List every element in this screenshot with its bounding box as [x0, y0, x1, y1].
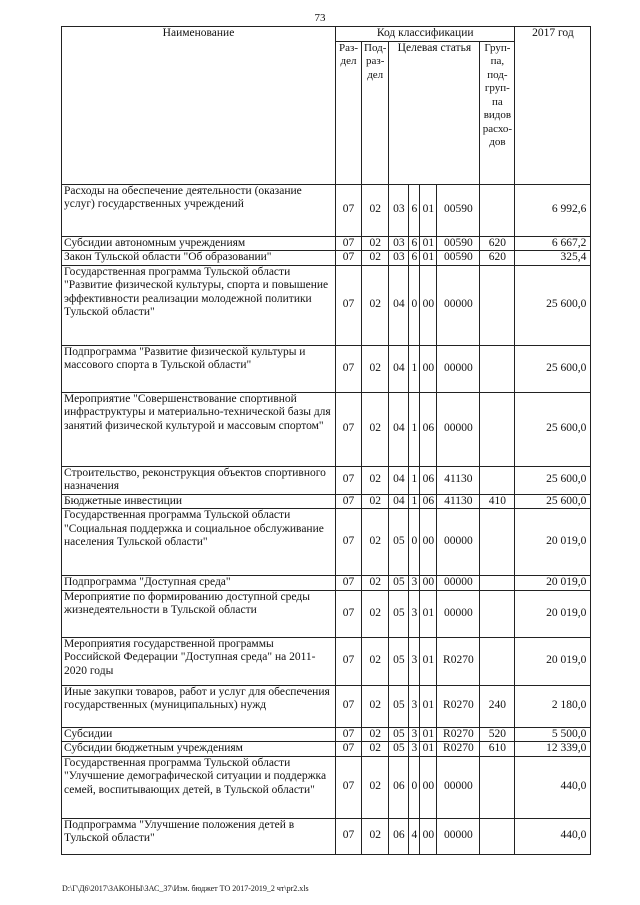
cell-name: Субсидии автономным учреждениям	[62, 236, 336, 251]
cell-c4: R0270	[437, 637, 480, 685]
header-name: Наименование	[62, 27, 336, 185]
table-row	[62, 494, 591, 509]
cell-vr	[480, 756, 515, 818]
cell-c1: 06	[389, 756, 409, 818]
cell-rz: 07	[336, 251, 362, 266]
cell-c3: 01	[420, 742, 437, 757]
cell-c3: 01	[420, 236, 437, 251]
cell-sum: 20 019,0	[515, 637, 591, 685]
cell-pr: 02	[362, 727, 389, 742]
cell-c3: 01	[420, 727, 437, 742]
cell-name: Иные закупки товаров, работ и услуг для обеспечения государственных (муниципальных) нужд	[62, 685, 336, 727]
header-group: Груп-па, под-груп-па видов расхо-дов	[480, 41, 515, 184]
cell-c2: 4	[409, 818, 420, 854]
cell-c2: 6	[409, 184, 420, 236]
cell-name: Государственная программа Тульской области "Социальная поддержка и социальное обслуживание населения Тульской области"	[62, 509, 336, 576]
cell-rz: 07	[336, 590, 362, 637]
cell-c1: 04	[389, 466, 409, 494]
table-row	[62, 184, 591, 236]
cell-rz: 07	[336, 184, 362, 236]
cell-c1: 04	[389, 265, 409, 345]
cell-c2: 1	[409, 494, 420, 509]
cell-c4: 00000	[437, 265, 480, 345]
cell-c2: 0	[409, 509, 420, 576]
cell-sum: 25 600,0	[515, 466, 591, 494]
cell-c4: 41130	[437, 494, 480, 509]
cell-c3: 01	[420, 685, 437, 727]
cell-name: Строительство, реконструкция объектов спортивного назначения	[62, 466, 336, 494]
table-row	[62, 818, 591, 854]
header-target: Целевая статья	[389, 41, 480, 184]
cell-rz: 07	[336, 742, 362, 757]
cell-vr: 410	[480, 494, 515, 509]
table-row	[62, 576, 591, 591]
cell-vr	[480, 637, 515, 685]
cell-c2: 3	[409, 727, 420, 742]
cell-pr: 02	[362, 742, 389, 757]
cell-c1: 05	[389, 576, 409, 591]
cell-vr: 610	[480, 742, 515, 757]
table-row	[62, 756, 591, 818]
cell-c2: 6	[409, 251, 420, 266]
cell-sum: 440,0	[515, 818, 591, 854]
table-row	[62, 392, 591, 466]
cell-c1: 06	[389, 818, 409, 854]
cell-pr: 02	[362, 685, 389, 727]
cell-c2: 6	[409, 236, 420, 251]
cell-sum: 5 500,0	[515, 727, 591, 742]
cell-pr: 02	[362, 345, 389, 392]
header-podrazdel: Под-раз-дел	[362, 41, 389, 184]
table-row	[62, 685, 591, 727]
cell-rz: 07	[336, 236, 362, 251]
cell-name: Бюджетные инвестиции	[62, 494, 336, 509]
table-row	[62, 345, 591, 392]
header-year: 2017 год	[515, 27, 591, 185]
cell-c1: 05	[389, 727, 409, 742]
cell-vr	[480, 509, 515, 576]
cell-c1: 05	[389, 509, 409, 576]
cell-rz: 07	[336, 756, 362, 818]
cell-vr: 240	[480, 685, 515, 727]
cell-c2: 3	[409, 637, 420, 685]
cell-rz: 07	[336, 265, 362, 345]
cell-rz: 07	[336, 345, 362, 392]
cell-name: Мероприятия государственной программы Российской Федерации "Доступная среда" на 2011-2020 годы	[62, 637, 336, 685]
cell-pr: 02	[362, 590, 389, 637]
cell-pr: 02	[362, 509, 389, 576]
cell-c4: 00590	[437, 236, 480, 251]
cell-sum: 25 600,0	[515, 345, 591, 392]
cell-c2: 3	[409, 742, 420, 757]
cell-pr: 02	[362, 466, 389, 494]
cell-c3: 00	[420, 265, 437, 345]
cell-vr	[480, 345, 515, 392]
cell-c1: 04	[389, 494, 409, 509]
cell-vr	[480, 184, 515, 236]
cell-c3: 00	[420, 576, 437, 591]
cell-pr: 02	[362, 756, 389, 818]
header-razdel: Раз-дел	[336, 41, 362, 184]
cell-c3: 00	[420, 756, 437, 818]
cell-vr	[480, 265, 515, 345]
cell-pr: 02	[362, 236, 389, 251]
cell-c4: 41130	[437, 466, 480, 494]
cell-pr: 02	[362, 637, 389, 685]
cell-c2: 3	[409, 576, 420, 591]
cell-rz: 07	[336, 727, 362, 742]
cell-vr	[480, 466, 515, 494]
table-row	[62, 251, 591, 266]
cell-c1: 04	[389, 392, 409, 466]
cell-sum: 25 600,0	[515, 392, 591, 466]
cell-c2: 0	[409, 265, 420, 345]
cell-vr: 620	[480, 251, 515, 266]
cell-rz: 07	[336, 466, 362, 494]
cell-c2: 0	[409, 756, 420, 818]
cell-c3: 06	[420, 466, 437, 494]
cell-sum: 20 019,0	[515, 590, 591, 637]
cell-name: Государственная программа Тульской области "Улучшение демографической ситуации и поддержка семей, воспитывающих детей, в Тульской области"	[62, 756, 336, 818]
cell-c1: 03	[389, 236, 409, 251]
cell-vr	[480, 590, 515, 637]
cell-vr: 520	[480, 727, 515, 742]
cell-name: Субсидии бюджетным учреждениям	[62, 742, 336, 757]
cell-sum: 6 992,6	[515, 184, 591, 236]
cell-rz: 07	[336, 494, 362, 509]
file-path-footer: D:\Г\Д6\2017\ЗАКОНЫ\ЗАС_37\Изм. бюджет ТО 2017-2019_2 чт\pr2.xls	[62, 884, 309, 893]
page-number: 73	[314, 12, 326, 24]
cell-c3: 01	[420, 251, 437, 266]
cell-sum: 25 600,0	[515, 265, 591, 345]
cell-vr: 620	[480, 236, 515, 251]
cell-c1: 03	[389, 251, 409, 266]
cell-c2: 1	[409, 345, 420, 392]
cell-pr: 02	[362, 251, 389, 266]
cell-name: Мероприятие по формированию доступной среды жизнедеятельности в Тульской области	[62, 590, 336, 637]
cell-c1: 03	[389, 184, 409, 236]
cell-c3: 00	[420, 509, 437, 576]
cell-c1: 05	[389, 742, 409, 757]
cell-sum: 6 667,2	[515, 236, 591, 251]
cell-c3: 00	[420, 818, 437, 854]
cell-c4: 00000	[437, 345, 480, 392]
cell-c3: 06	[420, 392, 437, 466]
cell-c3: 01	[420, 184, 437, 236]
cell-vr	[480, 576, 515, 591]
cell-name: Субсидии	[62, 727, 336, 742]
budget-table	[61, 26, 591, 855]
table-row	[62, 637, 591, 685]
cell-pr: 02	[362, 392, 389, 466]
table-row	[62, 742, 591, 757]
cell-name: Расходы на обеспечение деятельности (оказание услуг) государственных учреждений	[62, 184, 336, 236]
table-row	[62, 590, 591, 637]
cell-c3: 00	[420, 345, 437, 392]
cell-c3: 01	[420, 590, 437, 637]
cell-c4: 00590	[437, 184, 480, 236]
cell-rz: 07	[336, 685, 362, 727]
cell-c4: R0270	[437, 685, 480, 727]
cell-sum: 20 019,0	[515, 576, 591, 591]
cell-rz: 07	[336, 637, 362, 685]
cell-c2: 3	[409, 685, 420, 727]
cell-sum: 2 180,0	[515, 685, 591, 727]
cell-sum: 440,0	[515, 756, 591, 818]
cell-rz: 07	[336, 576, 362, 591]
cell-name: Закон Тульской области "Об образовании"	[62, 251, 336, 266]
cell-name: Подпрограмма "Развитие физической культуры и массового спорта в Тульской области"	[62, 345, 336, 392]
cell-pr: 02	[362, 265, 389, 345]
cell-c4: R0270	[437, 742, 480, 757]
cell-rz: 07	[336, 392, 362, 466]
cell-pr: 02	[362, 818, 389, 854]
cell-sum: 25 600,0	[515, 494, 591, 509]
cell-sum: 20 019,0	[515, 509, 591, 576]
cell-c4: 00000	[437, 818, 480, 854]
table-row	[62, 236, 591, 251]
cell-c4: R0270	[437, 727, 480, 742]
cell-c3: 06	[420, 494, 437, 509]
cell-c4: 00000	[437, 756, 480, 818]
cell-c4: 00000	[437, 590, 480, 637]
cell-c4: 00590	[437, 251, 480, 266]
cell-name: Государственная программа Тульской области "Развитие физической культуры, спорта и повышение эффективности реализации молодежной политики Тульской области"	[62, 265, 336, 345]
cell-name: Мероприятие "Совершенствование спортивной инфраструктуры и материально-технической базы для занятий физической культурой и массовым спортом"	[62, 392, 336, 466]
cell-vr	[480, 818, 515, 854]
table-row	[62, 509, 591, 576]
cell-sum: 12 339,0	[515, 742, 591, 757]
cell-vr	[480, 392, 515, 466]
table-row	[62, 466, 591, 494]
cell-name: Подпрограмма "Улучшение положения детей в Тульской области"	[62, 818, 336, 854]
table-body	[62, 184, 591, 854]
cell-c4: 00000	[437, 576, 480, 591]
cell-c1: 04	[389, 345, 409, 392]
cell-c3: 01	[420, 637, 437, 685]
cell-name: Подпрограмма "Доступная среда"	[62, 576, 336, 591]
cell-pr: 02	[362, 494, 389, 509]
table-row	[62, 727, 591, 742]
cell-c1: 05	[389, 590, 409, 637]
cell-sum: 325,4	[515, 251, 591, 266]
cell-c2: 3	[409, 590, 420, 637]
cell-rz: 07	[336, 509, 362, 576]
header-code: Код классификации	[336, 27, 515, 42]
cell-pr: 02	[362, 184, 389, 236]
cell-c2: 1	[409, 466, 420, 494]
cell-pr: 02	[362, 576, 389, 591]
cell-c1: 05	[389, 637, 409, 685]
cell-c4: 00000	[437, 392, 480, 466]
table-row	[62, 265, 591, 345]
cell-c1: 05	[389, 685, 409, 727]
cell-c4: 00000	[437, 509, 480, 576]
cell-rz: 07	[336, 818, 362, 854]
cell-c2: 1	[409, 392, 420, 466]
